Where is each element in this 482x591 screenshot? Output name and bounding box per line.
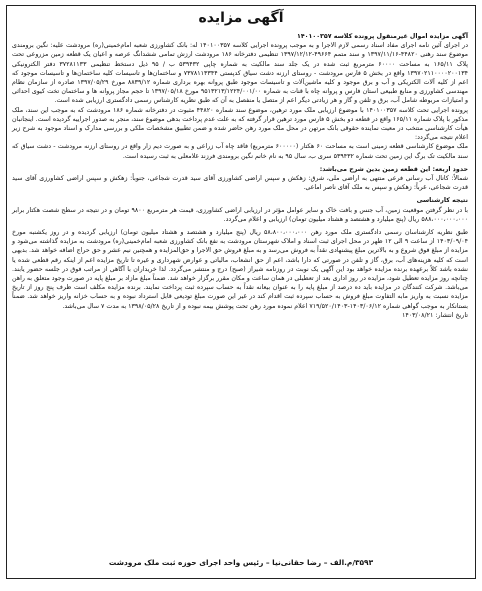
notice-title: آگهی مزایده [198,10,284,26]
title-row [7,6,475,32]
signature: ۳۵۹۳/م.الف – رضا حقانی‌نیا – رئیس واحد اجرای حوزه ثبت ملک مرودشت [108,558,374,567]
paragraph-expert-intro: پرونده اجرایی تحت کلاسه ۱۴۰۱۰۰۳۵۷ با موضوع ارزیابی ملک مورد ترهین، موضوع سند شماره ۴۴۸۲۰ مثبوت در دفترخانه شماره ۱۸۶ مرودشت که به موجب این سند، ملک مذکور با پلاک شماره ۱۶۵/۱۱ واقع در قطعه دو بخش ۵ فارس مورد ترهین قرار گرفته که به علت عدم پرداخت بدهی موضوع سند، منجر به صدور اجراییه گردیده است. اینجانبان هیأت کارشناسی منتخب در معیت نماینده حقوقی بانک مرتهن در محل ملک مورد رهن حاضر شده و ضمن تطبیق مشخصات ملکی و بررسی مدارک و اسناد موجود به شرح زیر اعلام نتیجه می‌گردد: [12,106,469,142]
publish-date-line [12,311,468,320]
publish-date-label: تاریخ انتشار: [435,311,468,319]
publish-date-value: ۱۴۰۳/۰۸/۲۱ [402,311,434,319]
auction-terms: طبق نظریه کارشناسان رسمی دادگستری ملک مورد رهن ۵۸،۸۰۰،۰۰۰،۰۰۰ ریال (پنج میلیارد و هشتصد و هشتاد میلیون تومان) ارزیابی گردیده و در روز یکشنبه مورخ ۱۴۰۳/۰۹/۰۴ از ساعت ۹ الی ۱۲ ظهر در محل اجرای ثبت اسناد و املاک شهرستان مرودشت به نفع بانک کشاورزی شعبه امام‌خمینی(ره) مرودشت به مزایده گذاشته می‌شود و مزایده از مبلغ فوق شروع و به بالاترین مبلغ پیشنهادی نقداً به فروش می‌رسد و به مبلغ فروش حق الاجرا و حق‌المزایده و همچنین نیم عشر و حق حراج اضافه خواهد شد. بدیهی است که کلیه هزینه‌های آب، برق، گاز و تلفن در صورتی که دارا باشد، اعم از حق انشعاب، مالیاتی و عوارض شهرداری و غیره تا تاریخ مزایده اعم از اینکه رقم قطعی شده یا نشده باشد کلاً برعهده برنده مزایده خواهد بود این آگهی یک نوبت در روزنامه شیراز (صبح) درج و منتشر می‌گردد. لذا خریداران با آگاهی از مراتب فوق در جلسه حضور یابند. چنانچه روز مزایده تعطیل شود، مزایده در روز اداری بعد از تعطیلی در همان ساعت و مکان مقرر برگزار خواهد شد. ضمناً مبلغ مازاد بر مبلغ پایه در صورت وجود متعلق به راهن می‌باشد. شرکت کنندگان در مزایده باید ده درصد از مبلغ پایه را به عنوان بیعانه نقداً به حساب سپرده ثبت پرداخت نمایند. برنده مزایده مکلف است ظرف پنج روز از تاریخ مزایده نسبت به واریز مابه التفاوت مبلغ فروش به حساب سپرده ثبت اقدام کند در غیر این صورت مبلغ تودیعی قابل استرداد نبوده و به حساب خزانه واریز خواهد شد. ضمناً بستانکار به موجب گواهی شماره ۱۴۰۳/۰۶/۱۲-۷۱۹/۵۲۰/۱۴۰۳ اعلام نموده مورد رهن تحت پوشش بیمه نبوده و از تاریخ ۱۳۹۸/۰۵/۲۸ به مدت ۷ سال می‌باشد. [12,229,469,310]
conclusion-title: نتیجه کارشناسی [416,197,468,205]
notice-body [7,32,475,320]
notice-heading: آگهی مزایده اموال غیرمنقول پرونده کلاسه ۱۴۰۱۰۰۳۵۷ [297,33,468,40]
boundaries-text: شمالاً: کانال آب رسانی فرعی منتهی به اراضی ملی، شرق: زهکش و سپس اراضی کشاورزی آقای سید قدرت شجاعی، جنوباً: زهکش و سپس اراضی کشاورزی آقای سید قدرت شجاعی، غرباً: زهکش و سپس به ملک آقای ناصر اماعی. [12,175,468,192]
paragraph-property-description: ملک موضوع کارشناسی قطعه زمینی است به مساحت ۶۰ هکتار (۶۰۰۰۰۰ مترمربع) فاقد چاه آب زراعی و به صورت دیم زار واقع در روستای ارزنه مرودشت - دشت سیاق که سند مالکیت تک برگ این زمین تحت شماره ۵۳۹۴۳۲ سری ب، سال ۹۵ به نام خانم نگین برومندی فرزند غلامعلی به ثبت رسیده است. [12,143,468,160]
conclusion-text: با در نظر گرفتن موقعیت زمین، آب جنس و بافت خاک و سایر عوامل مؤثر در ارزیابی اراضی کشاورزی، قیمت هر مترمربع ۹۸۰۰ تومان و در نتیجه در سطح شصت هکتار برابر ۵۸۸،۰۰۰،۰۰۰،۰۰۰ ریال (پنج میلیارد و هشتصد و هشتاد میلیون تومان) ارزیابی و اعلام می‌گردد. [12,206,468,223]
boundaries-title: حدود اربعه: این قطعه زمین بدین شرح می‌باشد: [319,165,468,173]
notice-frame [6,5,476,579]
intro-paragraph: در اجرای آئین نامه اجرای مفاد اسناد رسمی لازم الاجرا و به موجب پرونده اجرایی کلاسه ۱۴۰۱۰۰۳۵۷ له: بانک کشاورزی شعبه امام‌خمینی(ره) مرودشت علیه: نگین برومندی موضوع سند رهنی ۴۴۸۲۰-۱۳۹۷/۱۱/۱۶ و سند متمم ۴۹۶۶۴-۱۳۹۷/۱۲/۱۲ تنظیمی دفترخانه ۱۸۶ مرودشت ارزش تمامی ششدانگ عرصه و اعیان یک قطعه زمین مزروعی تحت پلاک ۱۶۵/۱۱ به مساحت ۶۰۰۰۰ مترمربع ثبت شده در یک جلد سند مالکیت به شماره چاپی ۵۳۹۴۳۲ ب / ۹۵ ذیل دستخط تنظیمی ۳۷۲۸۱۱۳۳ دفتر الکترونیکی ۱۳۹۷۰۲۱۱۰۰۰۰۲۰۰۱۳۴ واقع در بخش ۵ فارس مرودشت - روستای ارزنه دشت سیاق کدپستی ۷۳۷۸۱۱۳۳۴۴ و ساختمان‌ها و تاسیسات کلیه ساختمان‌ها و تاسیسات موجود که اعم از کلیه آلات الکتریکی و آب و برق موجود و کلیه ماشین‌آلات و تاسیسات موجود طبق پروانه بهره برداری شماره ۸۸۳۹/۱۲ مورخ ۱۳۹۷/۰۵/۲۹ صادره از سازمان نظام مهندسی کشاورزی و منابع طبیعی استان فارس و پروانه چاه با قنات به شماره ۹۵۱۳۲۱۳/۱۲۲۴/۰۰۱/۰۰ مورخ ۱۳۹۷/۰۵/۱۸ تا حجم مجاز پروانه ها و ساختمان تخت کیوی احداثی و امتیازات مربوطه شامل آب، برق و تلفن و گاز و هر زیادتی دیگر اعم از متصل یا منفصل به آن که طبق نظریه کارشناس رسمی دادگستری ارزیابی شده است. [12,42,469,105]
